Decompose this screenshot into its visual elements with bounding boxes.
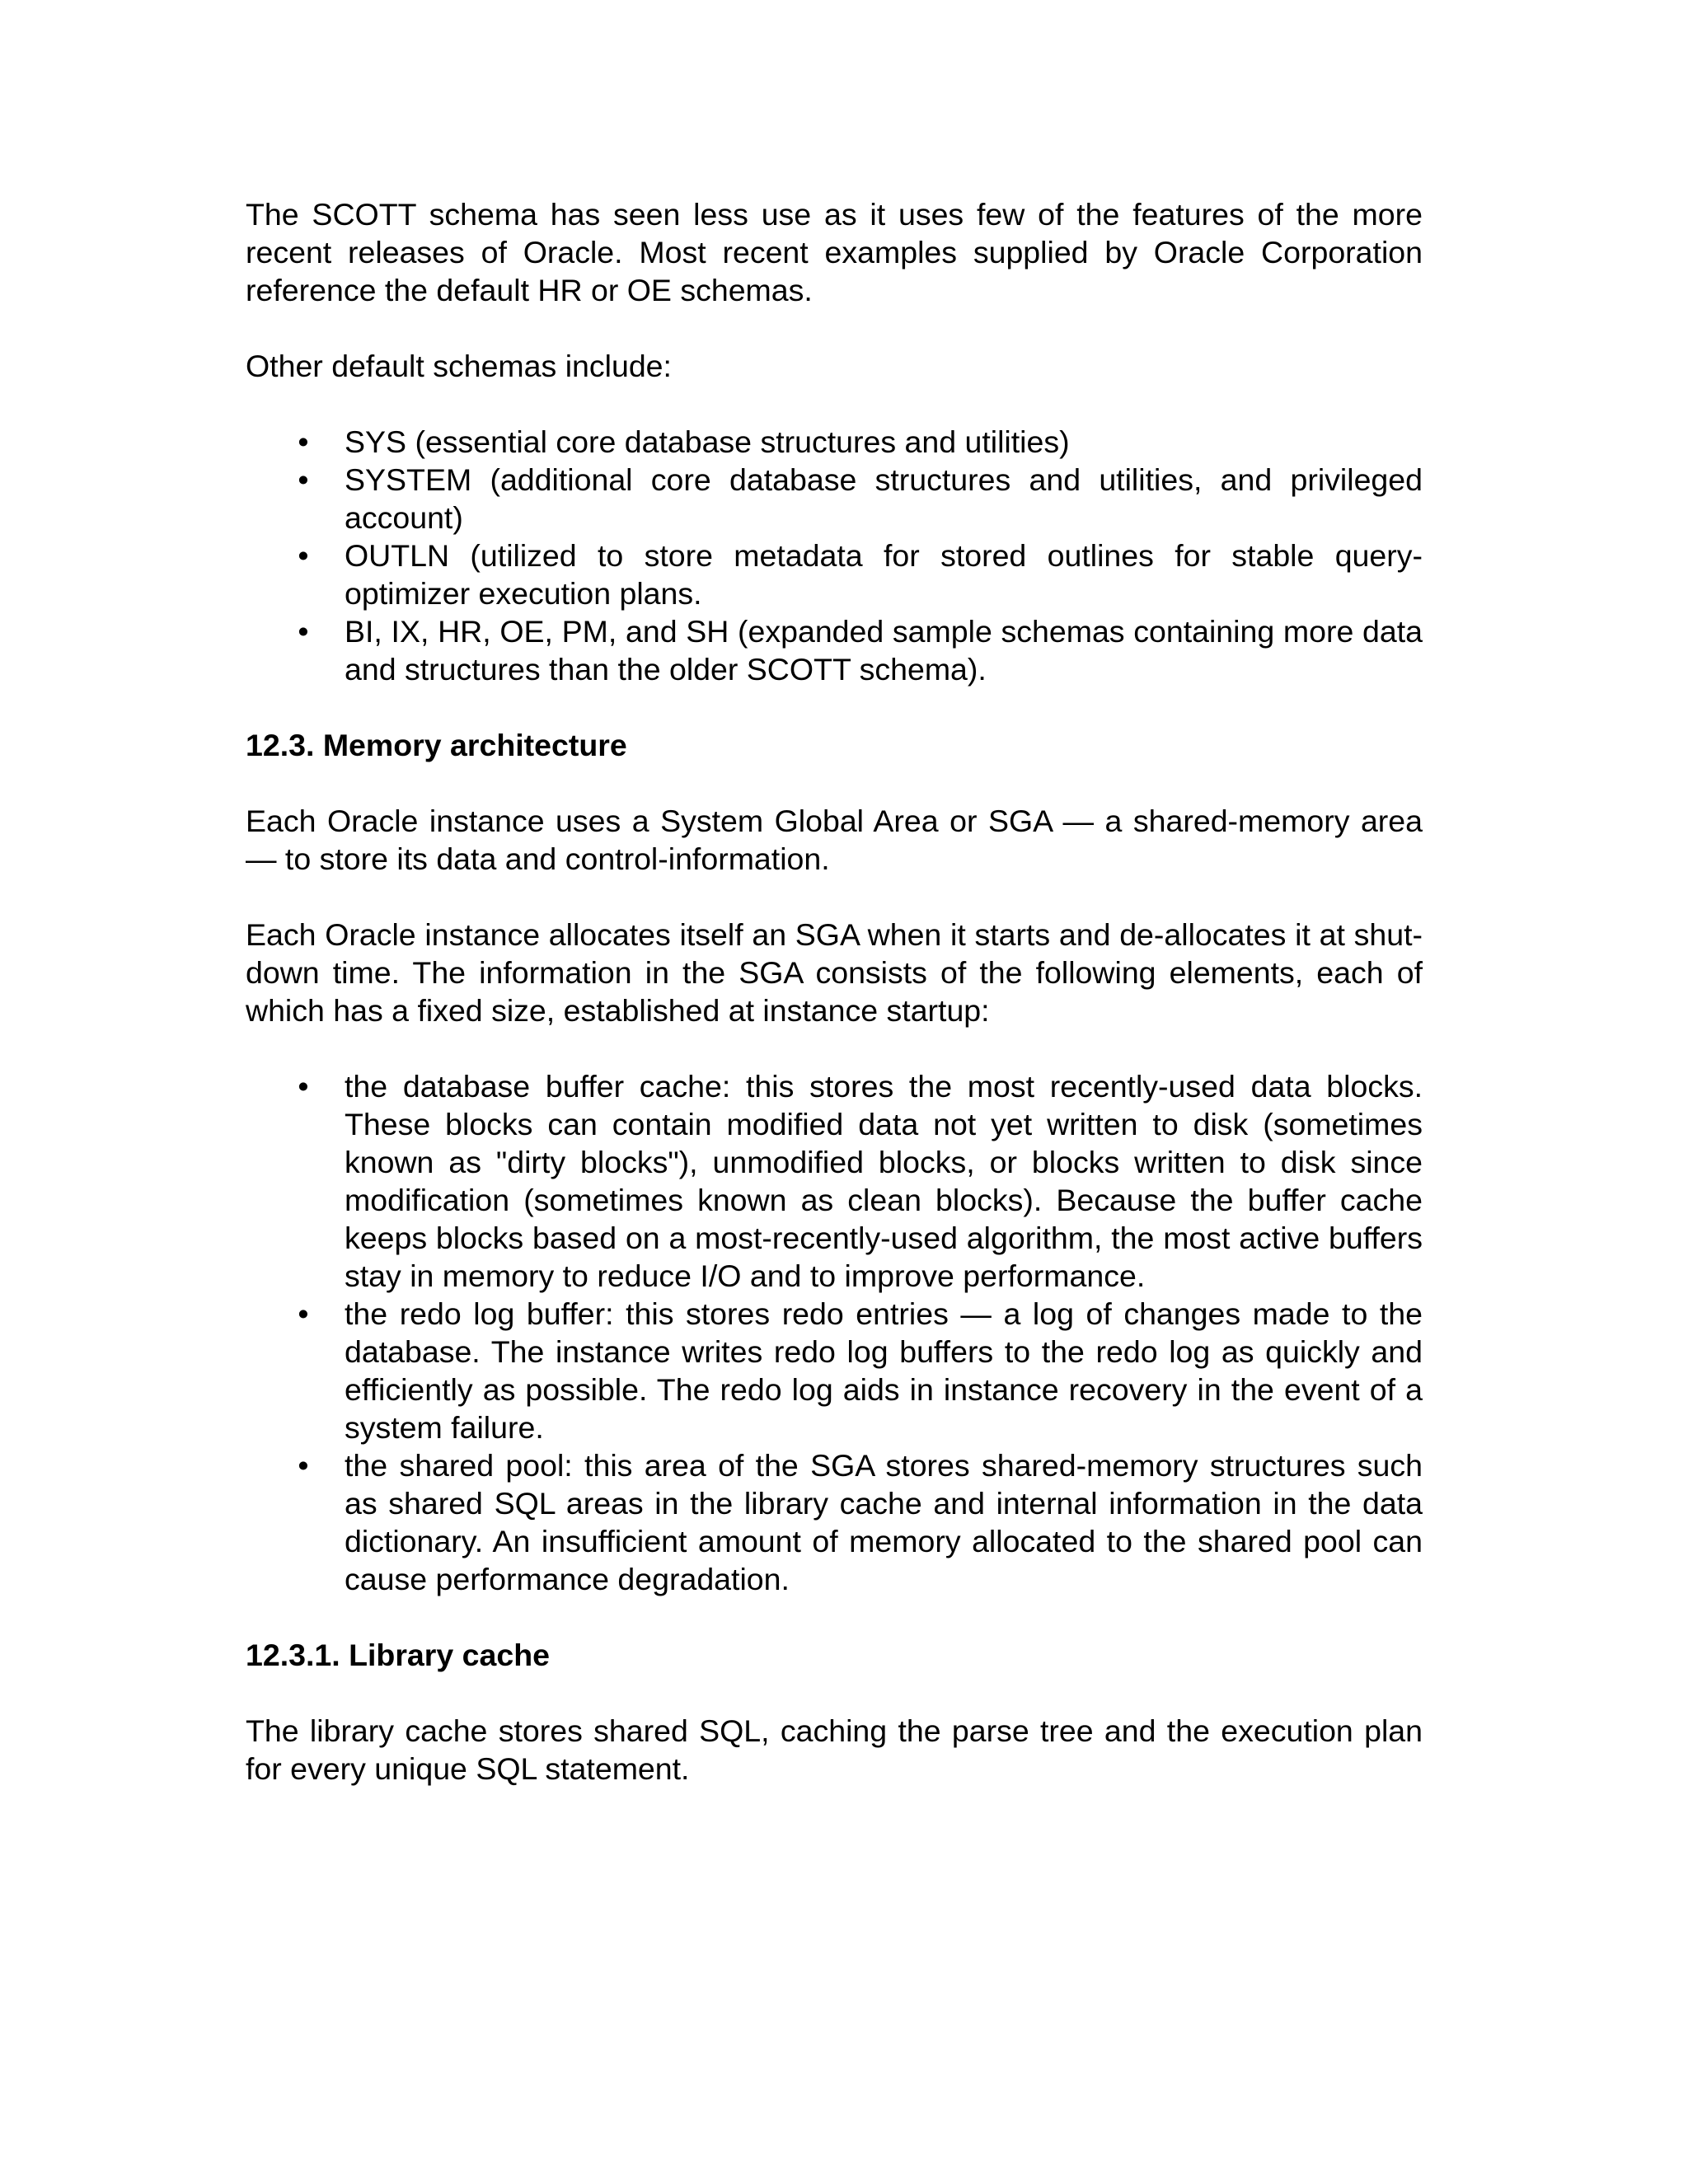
bullet-icon: • — [298, 1448, 309, 1483]
bullet-icon: • — [298, 1069, 309, 1104]
heading-library-cache: 12.3.1. Library cache — [246, 1638, 550, 1672]
bullet-icon: • — [298, 1296, 309, 1331]
paragraph-other-schemas-intro: Other default schemas include: — [246, 349, 672, 383]
heading-memory-architecture: 12.3. Memory architecture — [246, 728, 627, 762]
list-item-text: the shared pool: this area of the SGA stores shared-memory structures such as shared SQL areas in the library cache and internal information in the data dictionary. An insufficient amount of memory allocated to the shared pool can cause performance degradation. — [345, 1448, 1423, 1596]
page-body — [246, 195, 1423, 1825]
bullet-icon: • — [298, 462, 309, 497]
list-item-text: SYS (essential core database structures and utilities) — [345, 424, 1070, 459]
list-item-text: SYSTEM (additional core database structures and utilities, and privileged account) — [345, 462, 1423, 535]
list-item-text: OUTLN (utilized to store metadata for stored outlines for stable query-optimizer execution plans. — [345, 538, 1423, 611]
paragraph-sga-intro: Each Oracle instance uses a System Global Area or SGA — a shared-memory area — to store its data and control-information. — [246, 804, 1423, 876]
paragraph-sga-allocation: Each Oracle instance allocates itself an SGA when it starts and de-allocates it at shut-down time. The information in the SGA consists of the following elements, each of which has a fixed size, established at instance startup: — [246, 917, 1423, 1028]
list-item — [246, 423, 1423, 461]
list-item — [246, 461, 1423, 537]
list-item-text: the redo log buffer: this stores redo entries — a log of changes made to the database. The instance writes redo log buffers to the redo log as quickly and efficiently as possible. The redo log aids in instance recovery in the event of a system failure. — [345, 1296, 1423, 1445]
sga-elements-list — [246, 1067, 1423, 1598]
list-item-text: BI, IX, HR, OE, PM, and SH (expanded sample schemas containing more data and structures than the older SCOTT schema). — [345, 614, 1423, 687]
list-item-text: the database buffer cache: this stores the most recently-used data blocks. These blocks can contain modified data not yet written to disk (sometimes known as "dirty blocks"), unmodified blocks, or blocks written to disk since modification (sometimes known as clean blocks). Because the buffer cache keeps blocks based on a most-recently-used algorithm, the most active buffers stay in memory to reduce I/O and to improve performance. — [345, 1069, 1423, 1293]
paragraph-library-cache: The library cache stores shared SQL, caching the parse tree and the execution plan for every unique SQL statement. — [246, 1713, 1423, 1786]
list-item — [246, 1067, 1423, 1295]
list-item — [246, 1446, 1423, 1598]
list-item — [246, 612, 1423, 688]
paragraph-scott-schema: The SCOTT schema has seen less use as it uses few of the features of the more recent releases of Oracle. Most recent examples supplied by Oracle Corporation reference the default HR or OE schemas. — [246, 197, 1423, 307]
bullet-icon: • — [298, 424, 309, 459]
list-item — [246, 537, 1423, 612]
default-schemas-list — [246, 423, 1423, 688]
bullet-icon: • — [298, 614, 309, 649]
list-item — [246, 1295, 1423, 1446]
bullet-icon: • — [298, 538, 309, 573]
